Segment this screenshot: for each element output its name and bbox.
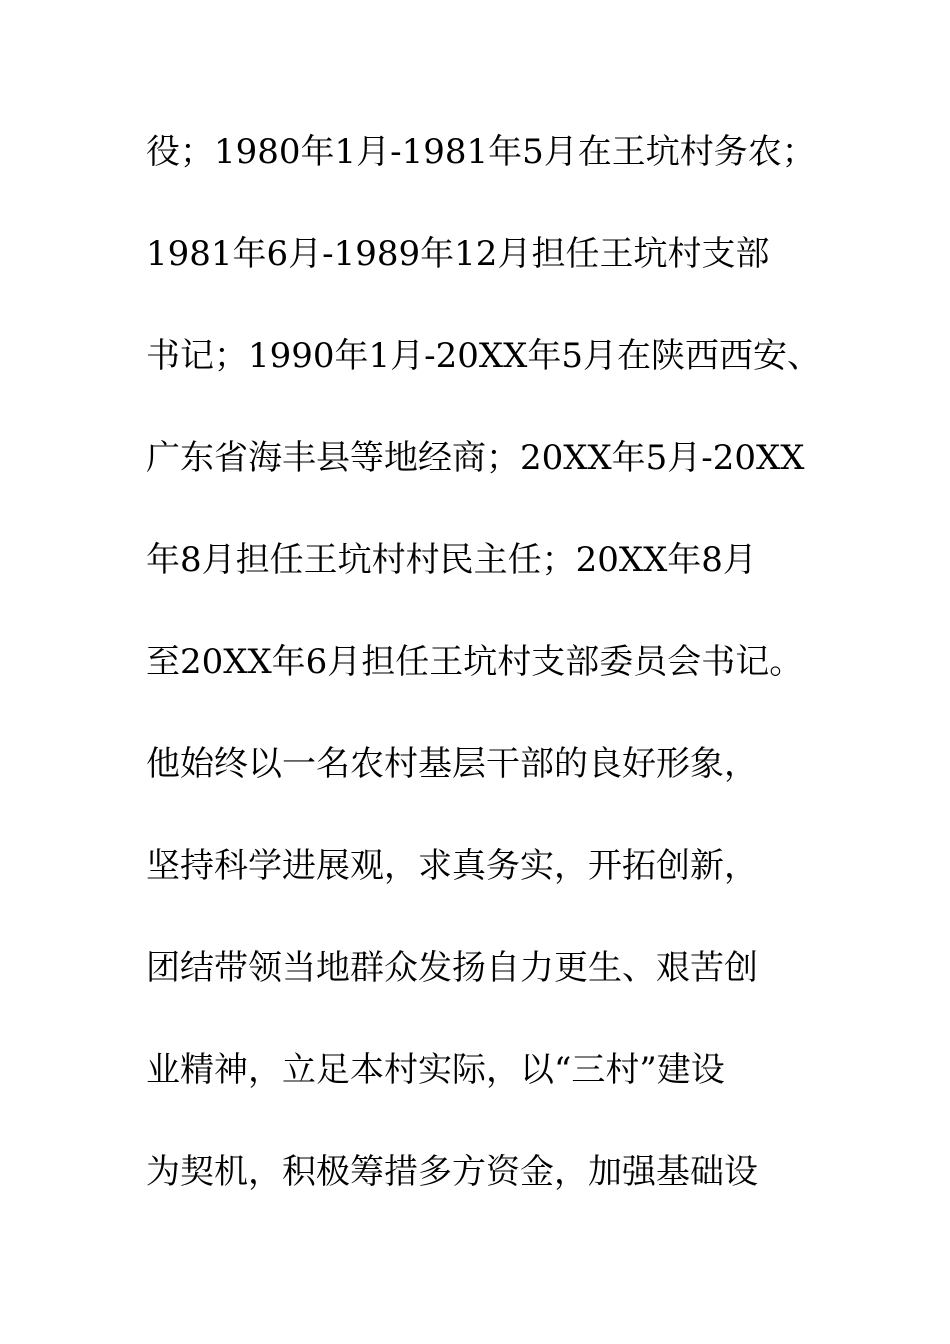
text-line: 年8月担任王坑村村民主任；20XX年8月 — [146, 540, 757, 580]
text-line: 役；1980年1月-1981年5月在王坑村务农； — [146, 132, 816, 172]
text-line: 他始终以一名农村基层干部的良好形象， — [146, 744, 758, 784]
text-line: 坚持科学进展观，求真务实，开拓创新， — [146, 846, 758, 886]
body-text — [146, 126, 846, 1248]
text-line: 业精神，立足本村实际，以“三村”建设 — [146, 1050, 725, 1090]
text-line: 广东省海丰县等地经商；20XX年5月-20XX — [146, 438, 805, 478]
text-line: 至20XX年6月担任王坑村支部委员会书记。 — [146, 642, 804, 682]
text-line: 为契机，积极筹措多方资金，加强基础设 — [146, 1152, 758, 1192]
text-line: 团结带领当地群众发扬自力更生、艰苦创 — [146, 948, 758, 988]
text-line: 书记；1990年1月-20XX年5月在陕西西安、 — [146, 336, 821, 376]
text-line: 1981年6月-1989年12月担任王坑村支部 — [146, 234, 770, 274]
